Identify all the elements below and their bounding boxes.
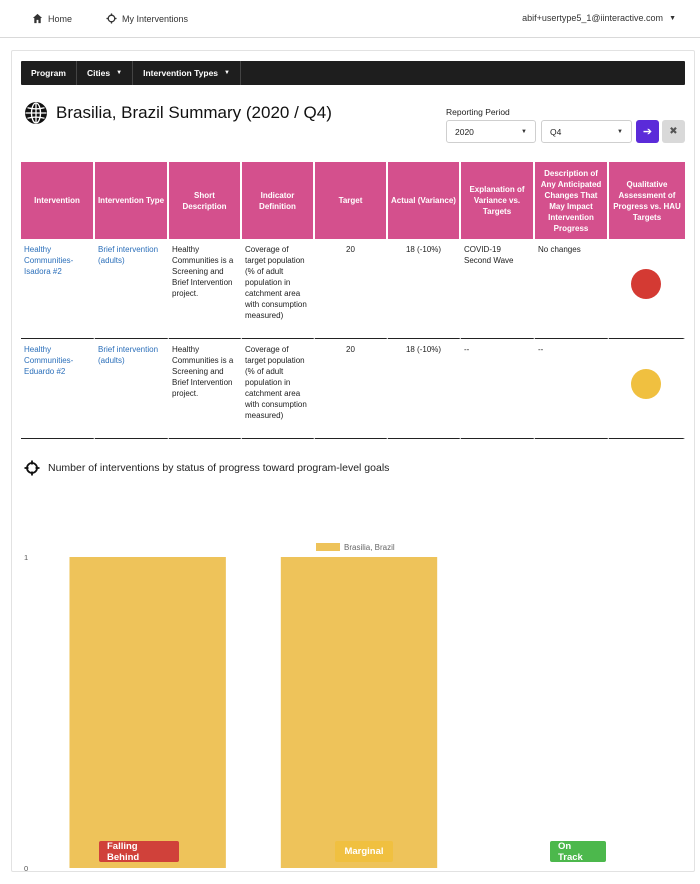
status-bar-chart xyxy=(12,487,694,871)
table-row xyxy=(21,339,685,439)
page-title: Brasilia, Brazil Summary (2020 / Q4) xyxy=(56,103,332,122)
nav-home-label: Home xyxy=(48,13,73,24)
intervention-link[interactable]: Healthy Communities-Eduardo #2 xyxy=(24,345,74,376)
year-select[interactable] xyxy=(446,120,536,143)
subnav-program-label: Program xyxy=(31,68,66,78)
assessment-cell xyxy=(609,339,685,439)
col-header-short-description: Short Description xyxy=(169,162,242,239)
subnav-program[interactable] xyxy=(21,61,77,85)
short-description-cell: Healthy Communities is a Screening and Brief Intervention project. xyxy=(169,339,242,439)
quarter-select[interactable] xyxy=(541,120,632,143)
col-header-intervention: Intervention xyxy=(21,162,95,239)
subnav-intervention-types-label: Intervention Types xyxy=(143,68,219,78)
intervention-link[interactable]: Healthy Communities-Isadora #2 xyxy=(24,245,74,276)
quarter-select-value: Q4 xyxy=(550,126,562,137)
top-navbar xyxy=(0,0,700,38)
caret-down-icon: ▼ xyxy=(224,70,230,76)
interventions-table xyxy=(21,162,685,439)
legend-label: Brasilia, Brazil xyxy=(344,543,395,552)
caret-down-icon: ▼ xyxy=(669,14,676,22)
intervention-type-link[interactable]: Brief intervention (adults) xyxy=(98,245,159,265)
col-header-explanation: Explanation of Variance vs. Targets xyxy=(461,162,535,239)
y-tick-label: 1 xyxy=(24,553,29,562)
y-tick-label: 0 xyxy=(24,864,29,871)
category-badge-falling-behind: Falling Behind xyxy=(99,841,179,862)
actual-cell: 18 (-10%) xyxy=(388,239,461,339)
indicator-definition-cell: Coverage of target population (% of adult population in catchment area with consumption measured) xyxy=(242,239,315,339)
year-select-value: 2020 xyxy=(455,126,474,137)
crosshair-icon xyxy=(106,13,117,24)
page-header xyxy=(24,101,332,125)
chart-title: Number of interventions by status of progress toward program-level goals xyxy=(48,462,390,474)
user-menu[interactable] xyxy=(522,13,676,23)
col-header-target: Target xyxy=(315,162,388,239)
reporting-period-label: Reporting Period xyxy=(446,107,510,117)
globe-icon xyxy=(24,101,48,125)
category-badge-marginal: Marginal xyxy=(335,841,393,862)
target-cell: 20 xyxy=(315,239,388,339)
intervention-type-link[interactable]: Brief intervention (adults) xyxy=(98,345,159,365)
explanation-cell: -- xyxy=(461,339,535,439)
caret-down-icon: ▼ xyxy=(521,128,527,135)
category-badge-on-track: On Track xyxy=(550,841,606,862)
table-header-row xyxy=(21,162,685,239)
user-email: abif+usertype5_1@iinteractive.com xyxy=(522,13,664,23)
status-indicator-yellow xyxy=(631,369,661,399)
sub-navbar xyxy=(21,61,685,85)
col-header-qualitative-assessment: Qualitative Assessment of Progress vs. HAU Targets xyxy=(609,162,685,239)
close-icon: ✖ xyxy=(669,126,678,137)
caret-down-icon: ▼ xyxy=(116,70,123,76)
go-button[interactable] xyxy=(636,120,659,143)
nav-home-link[interactable] xyxy=(32,13,72,24)
status-indicator-red xyxy=(631,269,661,299)
clear-button[interactable] xyxy=(662,120,685,143)
bar xyxy=(281,557,437,868)
summary-panel xyxy=(11,50,695,872)
bar xyxy=(69,557,225,868)
assessment-cell xyxy=(609,239,685,339)
col-header-indicator-definition: Indicator Definition xyxy=(242,162,315,239)
anticipated-changes-cell: -- xyxy=(535,339,609,439)
explanation-cell: COVID-19 Second Wave xyxy=(461,239,535,339)
col-header-anticipated-changes: Description of Any Anticipated Changes That May Impact Intervention Progress xyxy=(535,162,609,239)
target-cell: 20 xyxy=(315,339,388,439)
chart-header xyxy=(24,460,389,476)
table-row xyxy=(21,239,685,339)
home-icon xyxy=(32,13,43,24)
subnav-intervention-types-dropdown[interactable] xyxy=(133,61,241,85)
nav-my-interventions-label: My Interventions xyxy=(122,13,189,24)
col-header-intervention-type: Intervention Type xyxy=(95,162,169,239)
arrow-right-icon: ➔ xyxy=(642,126,653,138)
legend-swatch xyxy=(316,543,340,551)
crosshair-icon xyxy=(24,460,40,476)
subnav-cities-dropdown[interactable] xyxy=(77,61,133,85)
short-description-cell: Healthy Communities is a Screening and Brief Intervention project. xyxy=(169,239,242,339)
actual-cell: 18 (-10%) xyxy=(388,339,461,439)
caret-down-icon: ▼ xyxy=(617,128,623,135)
indicator-definition-cell: Coverage of target population (% of adult population in catchment area with consumption measured) xyxy=(242,339,315,439)
nav-my-interventions-link[interactable] xyxy=(106,13,188,24)
subnav-cities-label: Cities xyxy=(86,68,111,78)
anticipated-changes-cell: No changes xyxy=(535,239,609,339)
col-header-actual: Actual (Variance) xyxy=(388,162,461,239)
